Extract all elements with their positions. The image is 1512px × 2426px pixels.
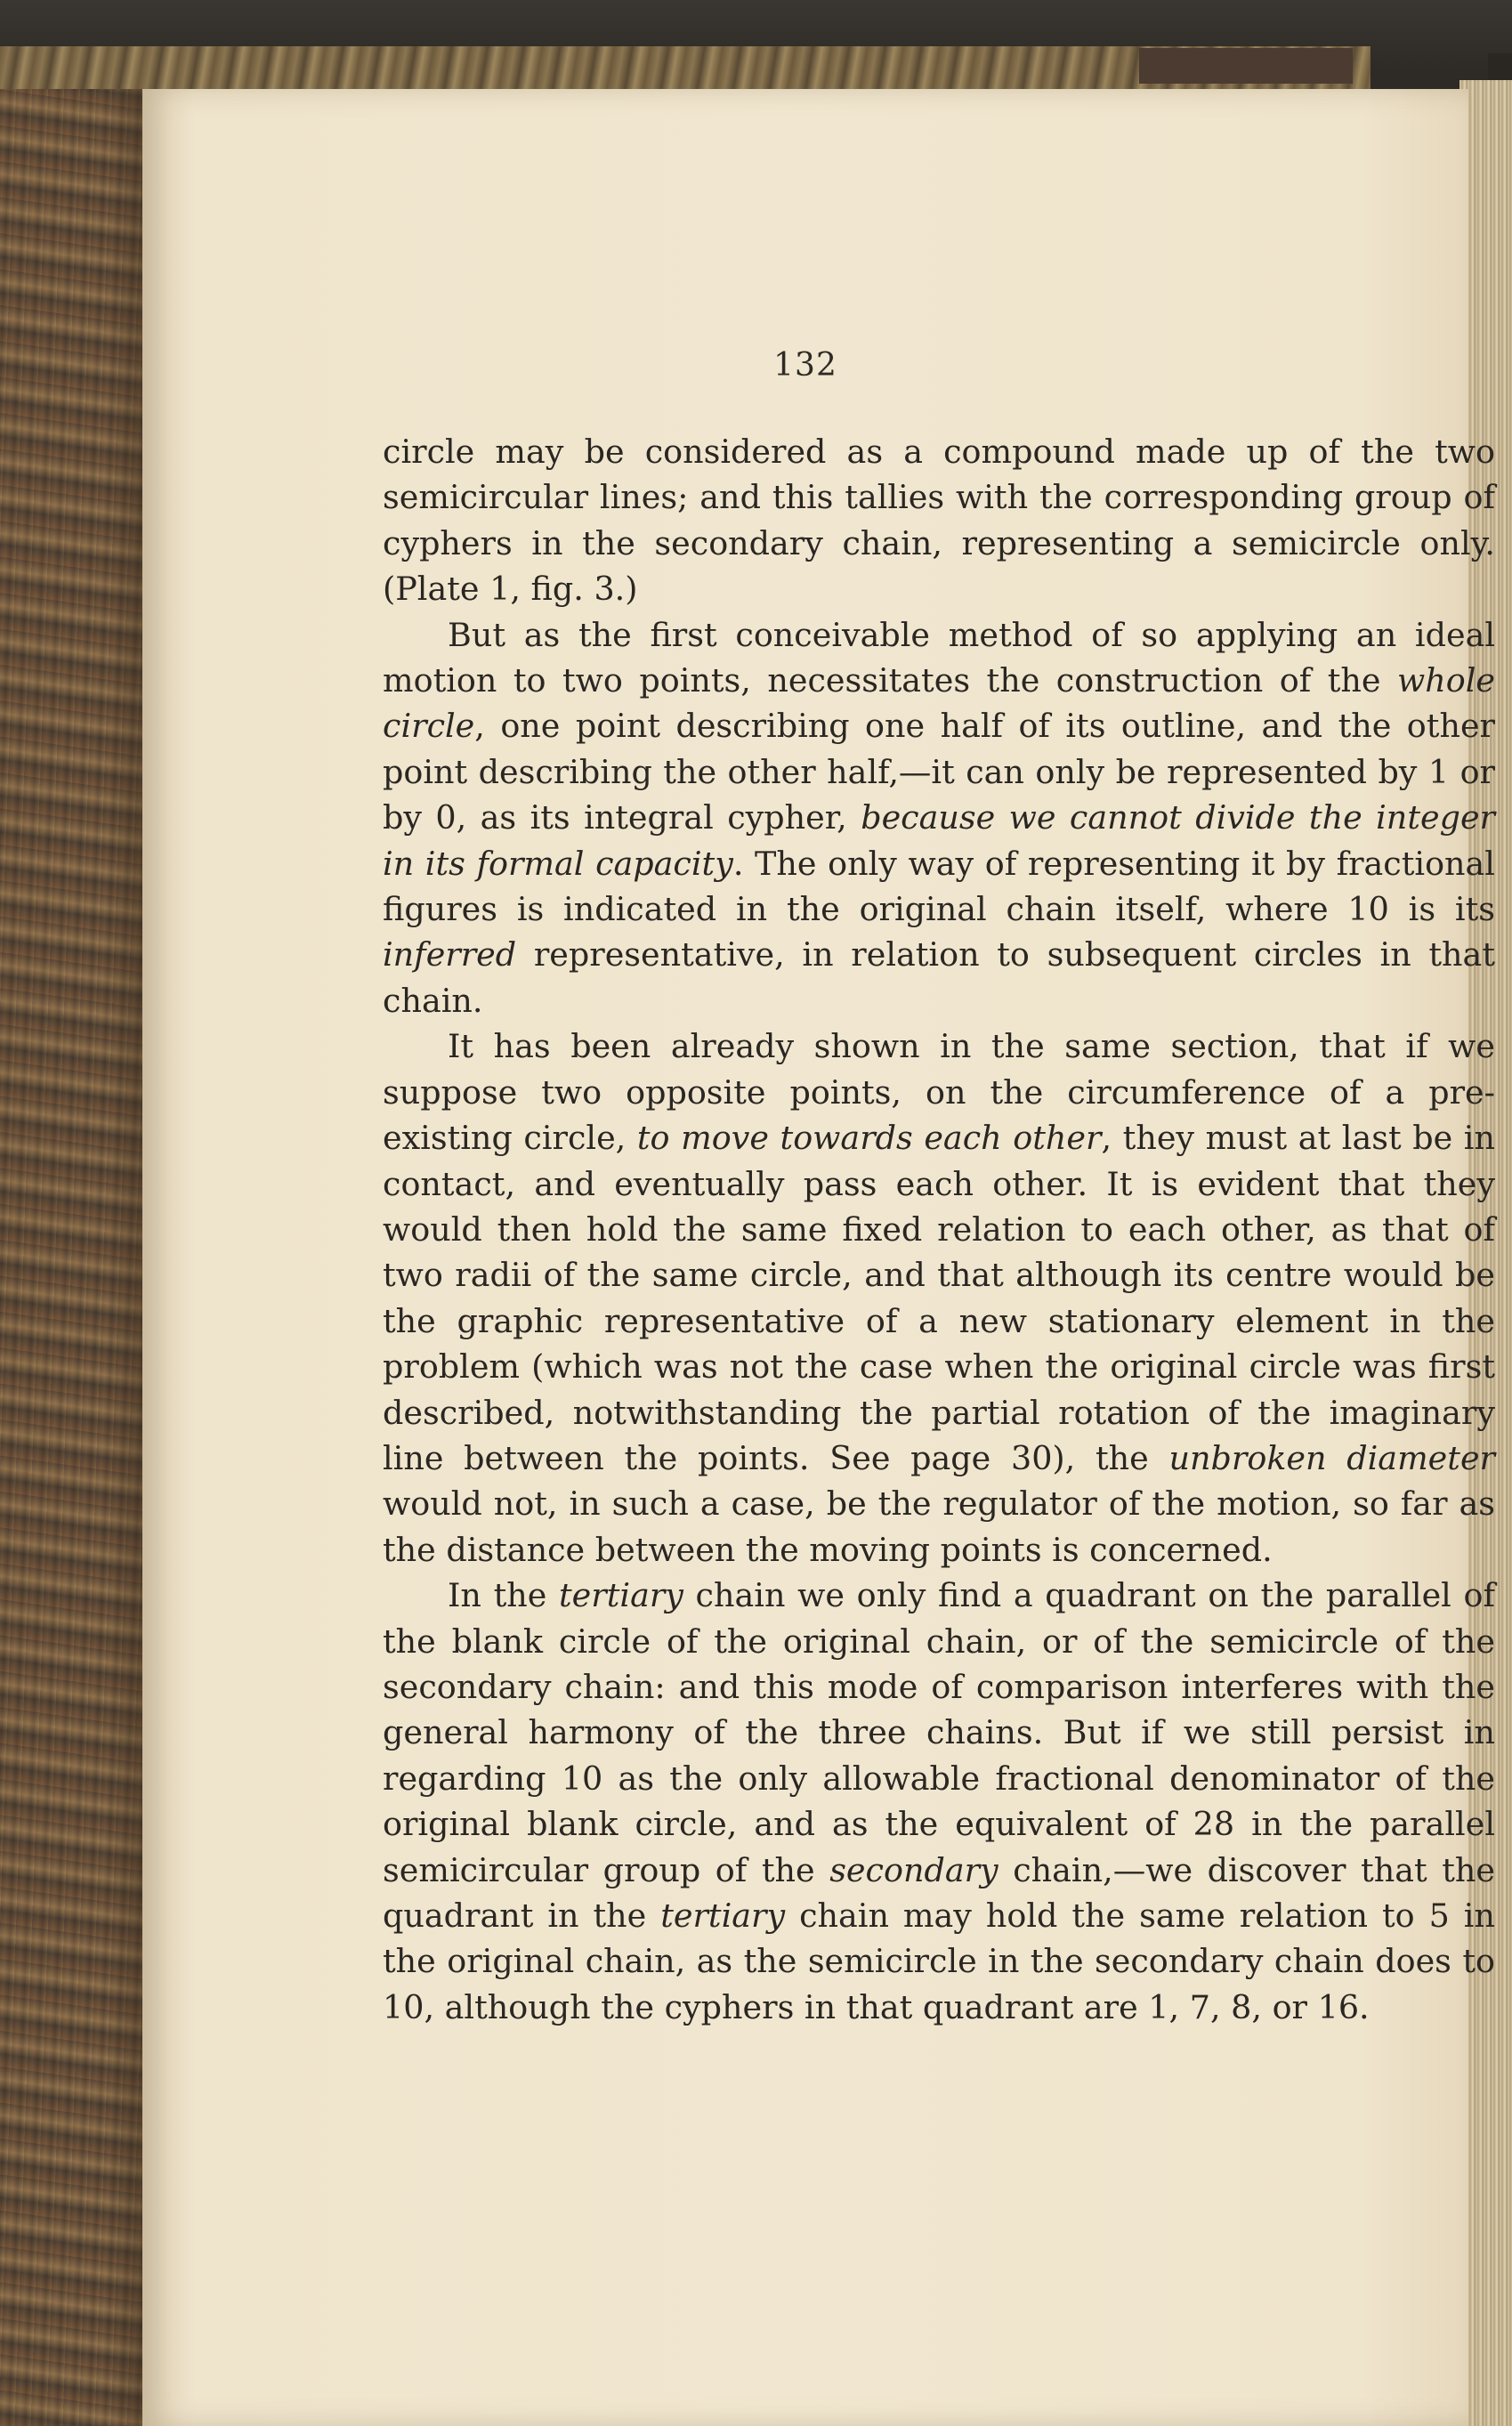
paragraph (383, 429, 1495, 612)
text-run: , one point describing one half of its outline, and the other point describing the other half,—it can only be represented by 1 or by 0, as its integral cypher, (383, 707, 1495, 837)
text-run: chain we only find a quadrant on the parallel of the blank circle of the original chain, or of the semicircle of the secondary chain: and this mode of comparison interferes with the general harmony of the three chains. But if we still persist in regarding 10 as the only allowable fractional denominator of the original blank circle, and as the equivalent of 28 in the parallel semicircular group of the (383, 1576, 1495, 1889)
text-run: In the (448, 1576, 560, 1615)
italic-text-run: to move towards each other (636, 1119, 1102, 1158)
text-run: circle may be considered as a compound made up of the two semicircular lines; and this tallies with the corresponding group of cyphers in the secondary chain, representing a semicircle only. (Plate 1, fig. 3.) (383, 433, 1495, 609)
text-run: would not, in such a case, be the regulator of the motion, so far as the distance between the moving points is concerned. (383, 1484, 1495, 1569)
italic-text-run: secondary (829, 1850, 999, 1889)
text-run: representative, in relation to subsequent circles in that chain. (383, 935, 1495, 1020)
paragraph (383, 1573, 1495, 2030)
book-page (142, 89, 1495, 2426)
italic-text-run: tertiary (660, 1896, 786, 1935)
italic-text-run: unbroken diameter (1168, 1438, 1495, 1477)
text-run: . The only way of representing it by fractional figures is indicated in the original chain itself, where 10 is its (383, 844, 1495, 929)
page-number: 132 (773, 347, 837, 384)
paragraph (383, 1023, 1495, 1573)
text-run: , they must at last be in contact, and eventually pass each other. It is evident that they would then hold the same fixed relation to each other, as that of two radii of the same circle, and that although its centre would be the graphic representative of a new stationary element in the problem (which was not the case when the original circle was first described, notwithstanding the partial rotation of the imaginary line between the points. See page 30), the (383, 1119, 1495, 1477)
paragraph (383, 612, 1495, 1024)
text-run: It has been already shown in the same section, that if we suppose two opposite points, on the circumference of a pre-existing circle, (383, 1027, 1495, 1158)
page-edge-shadow (107, 89, 147, 2426)
book-head-band-end (1139, 48, 1353, 84)
body-text (383, 429, 1495, 2030)
italic-text-run: because we cannot divide the integer in its formal capacity (383, 798, 1495, 883)
text-run: chain may hold the same relation to 5 in the original chain, as the semicircle in the secondary chain does to 10, although the cyphers in that quadrant are 1, 7, 8, or 16. (383, 1896, 1495, 2026)
text-run: chain,—we discover that the quadrant in the (383, 1850, 1495, 1935)
italic-text-run: whole circle (383, 661, 1495, 746)
text-run: But as the first conceivable method of so applying an ideal motion to two points, necessitates the construction of the (383, 615, 1495, 700)
italic-text-run: tertiary (559, 1576, 683, 1615)
italic-text-run: inferred (383, 935, 517, 974)
